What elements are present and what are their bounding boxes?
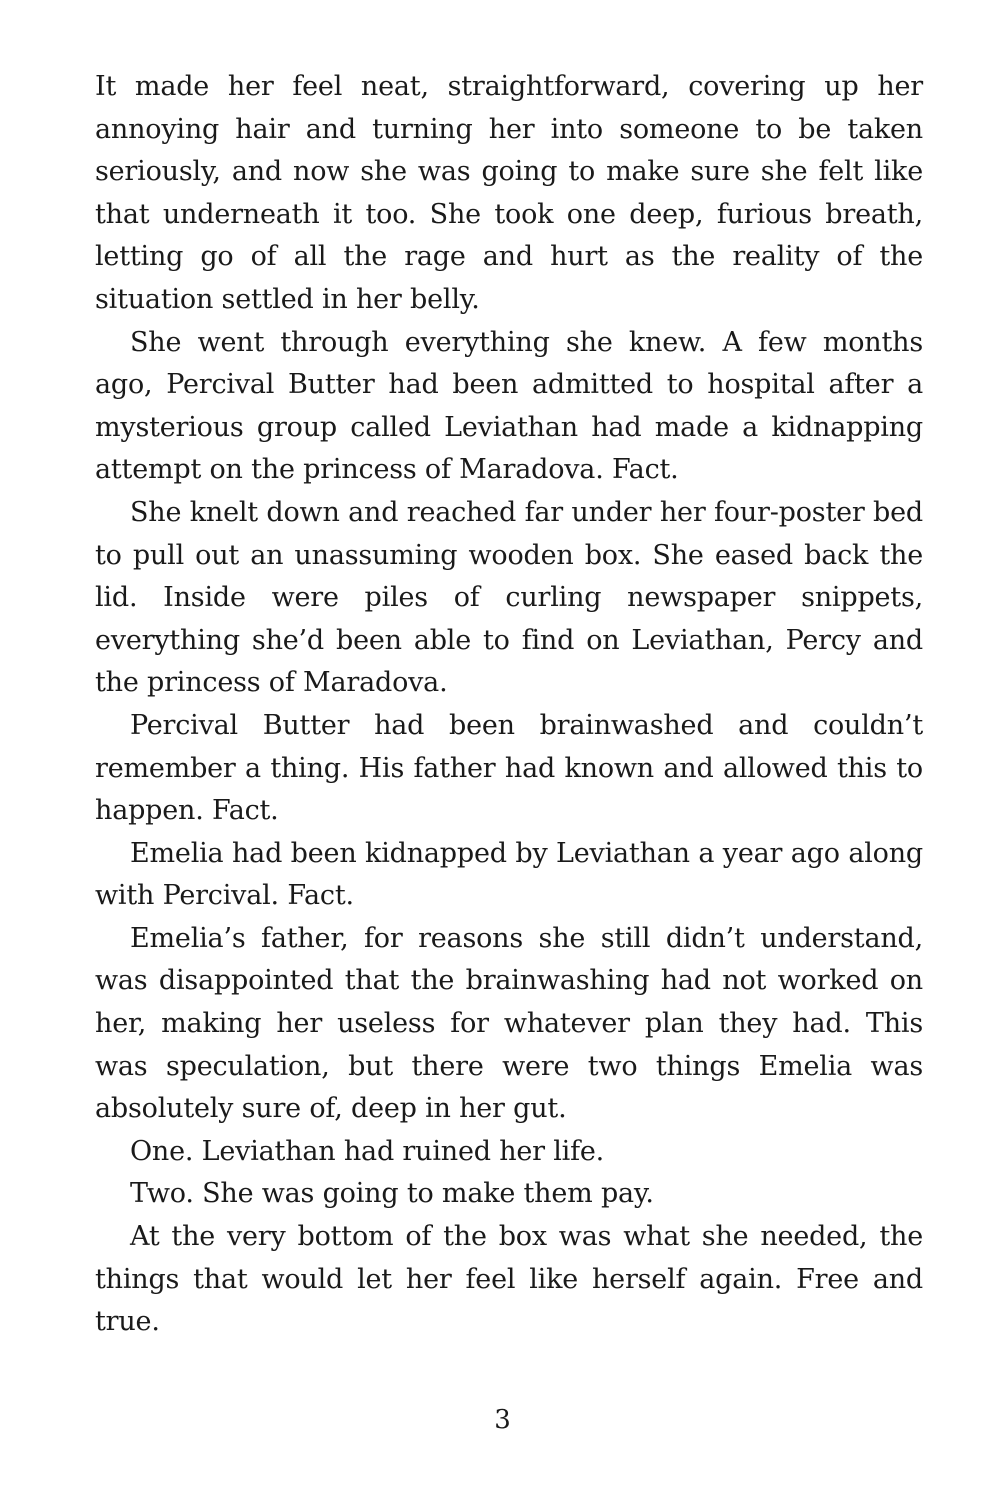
paragraph-4: Percival Butter had been brainwashed and couldn’t remember a thing. His father had known and allowed this to happen. Fact. [95, 709, 923, 827]
page-number: 3 [494, 1405, 511, 1435]
paragraph-6: Emelia’s father, for reasons she still didn’t understand, was disappointed that the brainwashing had not worked on her, making her useless for whatever plan they had. This was speculation, but there were two things Emelia was absolutely sure of, deep in her gut. [95, 922, 923, 1125]
paragraph-2: She went through everything she knew. A few months ago, Percival Butter had been admitted to hospital after a mysterious group called Leviathan had made a kidnapping attempt on the princess of Maradova. Fact. [95, 326, 923, 486]
paragraph-1: It made her feel neat, straightforward, covering up her annoying hair and turning her into someone to be taken seriously, and now she was going to make sure she felt like that underneath it too. She took one deep, furious breath, letting go of all the rage and hurt as the reality of the situation settled in her belly. [95, 71, 923, 315]
paragraph-8: Two. She was going to make them pay. [130, 1178, 654, 1210]
paragraph-5: Emelia had been kidnapped by Leviathan a year ago along with Percival. Fact. [95, 837, 923, 912]
paragraph-9: At the very bottom of the box was what she needed, the things that would let her feel like herself again. Free and true. [95, 1221, 923, 1338]
body-text [95, 66, 923, 1344]
paragraph-7: One. Leviathan had ruined her life. [130, 1135, 605, 1167]
paragraph-3: She knelt down and reached far under her four-poster bed to pull out an unassuming wooden box. She eased back the lid. Inside were piles of curling newspaper snippets, everything she’d been able to find on Leviathan, Percy and the princess of Maradova. [95, 496, 923, 699]
